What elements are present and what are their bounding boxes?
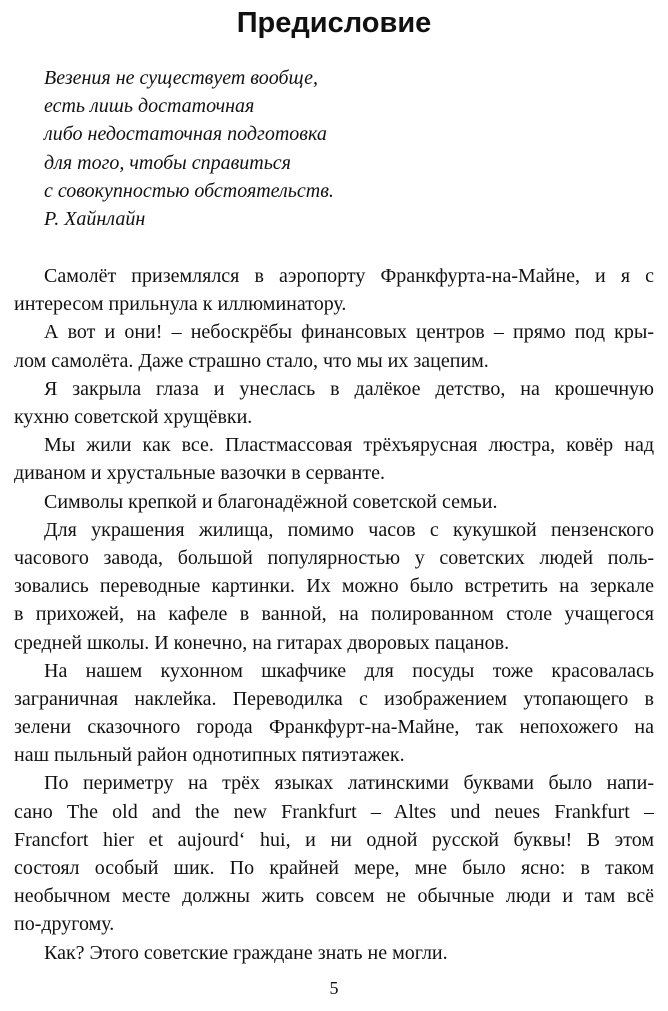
text-line: зовались переводные картинки. Их можно было встретить на зеркале [14, 575, 654, 598]
text-line: наш пыльный район однотипных пятиэтажек. [14, 744, 405, 767]
paragraph [14, 318, 654, 374]
text-line: состоял особый шик. По крайней мере, мне было ясно: в таком [14, 857, 654, 880]
chapter-title: Предисловие [236, 7, 432, 39]
text-line: кухню советской хрущёвки. [14, 405, 253, 428]
text-line: диваном и хрустальные вазочки в серванте. [14, 462, 386, 485]
paragraph [14, 488, 654, 516]
text-line: заграничная наклейка. Переводилка с изображением утопающего в [14, 687, 654, 710]
paragraph [14, 657, 654, 770]
text-line: Для украшения жилища, помимо часов с кукушкой пензенского [44, 518, 654, 541]
text-line: по-другому. [14, 913, 115, 936]
text-line: На нашем кухонном шкафчике для посуды тоже красовалась [44, 659, 654, 682]
paragraph [14, 375, 654, 431]
epigraph [44, 64, 604, 233]
text-line: часового завода, большой популярностью у советских людей поль- [14, 546, 654, 569]
text-line: лом самолёта. Даже страшно стало, что мы их зацепим. [14, 349, 489, 372]
text-line: средней школы. И конечно, на гитарах дворовых пацанов. [14, 631, 510, 654]
epigraph-line: есть лишь достаточная [44, 95, 255, 118]
epigraph-line: Везения не существует вообще, [44, 67, 318, 89]
page-number: 5 [329, 978, 339, 998]
text-line: Я закрыла глаза и унеслась в далёкое детство, на крошечную [44, 377, 654, 400]
text-line: сано The old and the new Frankfurt – Altes und neues Frankfurt – [14, 800, 654, 823]
text-line: Как? Этого советские граждане знать не могли. [44, 941, 448, 964]
text-line: Мы жили как все. Пластмассовая трёхъярусная люстра, ковёр над [44, 434, 654, 457]
paragraph [14, 262, 654, 318]
text-line: А вот и они! – небоскрёбы финансовых центров – прямо под кры- [44, 321, 654, 344]
text-line: Francfort hier et aujourd‘ hui, и ни одной русской буквы! В этом [14, 828, 654, 851]
epigraph-line: либо недостаточная подготовка [44, 123, 327, 146]
text-line: интересом прильнула к иллюминатору. [14, 293, 347, 316]
paragraph [14, 939, 654, 967]
text-line: необычном месте должны жить совсем не обычные люди и там всё [14, 885, 654, 908]
text-line: зелени сказочного города Франкфурт-на-Майне, так непохожего на [14, 716, 654, 739]
epigraph-line: с совокупностью обстоятельств. [44, 179, 334, 202]
paragraph [14, 769, 654, 938]
text-line: Самолёт приземлялся в аэропорту Франкфурта-на-Майне, и я с [44, 265, 654, 287]
text-line: Символы крепкой и благонадёжной советской семьи. [44, 490, 498, 513]
body-text [14, 262, 654, 967]
epigraph-author: Р. Хайнлайн [44, 208, 146, 231]
paragraph [14, 431, 654, 487]
text-line: в прихожей, на кафеле в ванной, на полированном столе учащегося [14, 603, 654, 626]
paragraph [14, 516, 654, 657]
epigraph-line: для того, чтобы справиться [44, 151, 291, 174]
text-line: По периметру на трёх языках латинскими буквами было напи- [44, 772, 654, 795]
